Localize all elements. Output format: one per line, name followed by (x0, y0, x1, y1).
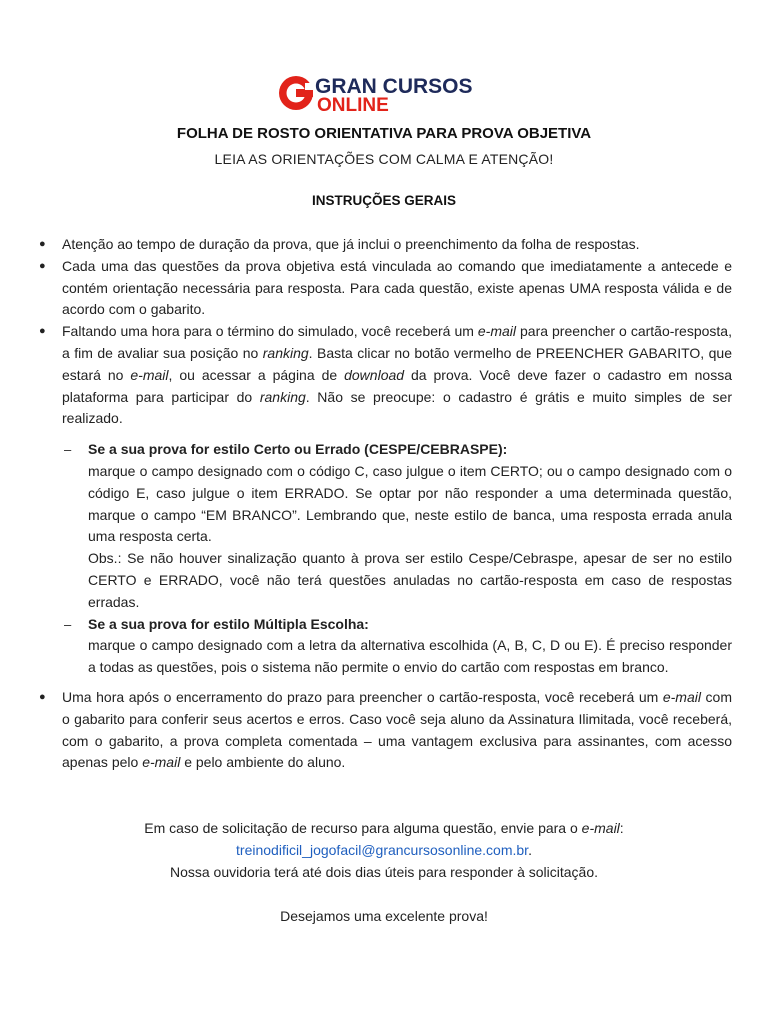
sub-item-certo-errado (38, 439, 732, 613)
bullet-text: Atenção ao tempo de duração da prova, que já inclui o preenchimento da folha de respostas. (62, 236, 640, 252)
bullet-text: , ou acessar a página de (168, 366, 345, 383)
footer-recurso-line (0, 818, 768, 840)
sub-item-heading: Se a sua prova for estilo Múltipla Escolha: (88, 615, 369, 632)
bullet-dot-icon: ● (39, 238, 46, 250)
footer-ouvidoria-line: Nossa ouvidoria terá até dois dias úteis para responder à solicitação. (169, 864, 599, 880)
bullet-text-italic: download (344, 366, 405, 383)
sub-item-text: marque o campo designado com o código C, caso julgue o item CERTO; ou o campo designado com o código E, caso julgue o item ERRADO. Se optar por não responder a uma determinada questão, marque o campo “EM BRANCO”. Lembrando que, neste estilo de banca, uma resposta errada anula uma resposta certa. (88, 462, 732, 545)
bullet-dot-icon: ● (39, 325, 46, 338)
bullet-text: e pelo ambiente do aluno. (180, 754, 346, 771)
footer-text: . (528, 842, 532, 858)
bullet-text-italic: e-mail (130, 366, 169, 383)
footer-text: : (619, 820, 624, 836)
bullet-text: . Não se preocupe: o cadastro é grátis e muito simples de ser realizado. (62, 388, 733, 427)
bullet-dot-icon: ● (39, 259, 46, 272)
bullet-text: Cada uma das questões da prova objetiva está vinculada ao comando que imediatamente a antecede e contém orientação necessária para resposta. Para cada questão, existe apenas UMA resposta válida e de acordo com o gabarito. (62, 257, 732, 318)
bullet-text: para preencher o cartão-resposta, a fim de avaliar sua posição no (62, 323, 732, 361)
logo-text-bottom: ONLINE (317, 95, 389, 114)
instructions-body (38, 234, 732, 774)
bullet-text-italic: e-mail (477, 323, 517, 340)
sub-list (38, 439, 732, 679)
bullet-text: com o gabarito para conferir seus acertos e erros. Caso você seja aluno da Assinatura Ilimitada, você receberá, com o gabarito, a prova completa comentada – uma vantagem exclusiva para assinantes, com acesso apenas pelo (62, 688, 732, 771)
logo-text-top: GRAN CURSOS (315, 75, 473, 98)
sub-item-text: marque o campo designado com a letra da alternativa escolhida (A, B, C, D ou E). É preciso responder a todas as questões, pois o sistema não permite o envio do cartão com respostas em branco. (88, 637, 732, 676)
bullet-dot-icon: ● (39, 690, 46, 703)
closing-line: Desejamos uma excelente prova! (280, 908, 488, 924)
dash-icon: – (64, 442, 72, 458)
bullet-text: Uma hora após o encerramento do prazo para preencher o cartão-resposta, você receberá um (62, 688, 663, 705)
bullet-text: da prova. Você deve fazer o cadastro em nossa plataforma para participar do (62, 366, 732, 405)
bullet-text: . Basta clicar no botão vermelho de PREENCHER GABARITO, que estará no (62, 344, 732, 383)
sub-item-multipla-escolha (38, 614, 732, 679)
sub-item-obs: Obs.: Se não houver sinalização quanto à prova ser estilo Cespe/Cebraspe, apesar de ser no estilo CERTO e ERRADO, você não terá questões anuladas no cartão-resposta em caso de respostas erradas. (88, 550, 732, 610)
gran-cursos-logo (277, 72, 491, 114)
bullet-item (38, 321, 732, 430)
bullet-text-italic: e-mail (662, 688, 701, 705)
bullet-item (38, 687, 732, 774)
bullet-text-italic: ranking (259, 388, 306, 405)
section-title: INSTRUÇÕES GERAIS (311, 193, 457, 208)
contact-email-link[interactable]: treinodificil_jogofacil@grancursosonline.com.br (236, 842, 529, 858)
bullet-text-italic: ranking (262, 344, 309, 361)
page-subtitle: LEIA AS ORIENTAÇÕES COM CALMA E ATENÇÃO! (214, 151, 554, 167)
bullet-item (38, 234, 732, 256)
sub-item-heading: Se a sua prova for estilo Certo ou Errado (CESPE/CEBRASPE): (88, 441, 508, 458)
footer-text: Em caso de solicitação de recurso para alguma questão, envie para o (144, 820, 582, 836)
bullet-text-italic: e-mail (142, 754, 181, 771)
dash-icon: – (64, 616, 72, 632)
bullet-item (38, 256, 732, 321)
footer-email-line (0, 840, 768, 862)
page-title: FOLHA DE ROSTO ORIENTATIVA PARA PROVA OBJETIVA (176, 125, 592, 142)
bullet-text: Faltando uma hora para o término do simulado, você receberá um (62, 323, 478, 340)
footer-text-italic: e-mail (581, 820, 620, 836)
